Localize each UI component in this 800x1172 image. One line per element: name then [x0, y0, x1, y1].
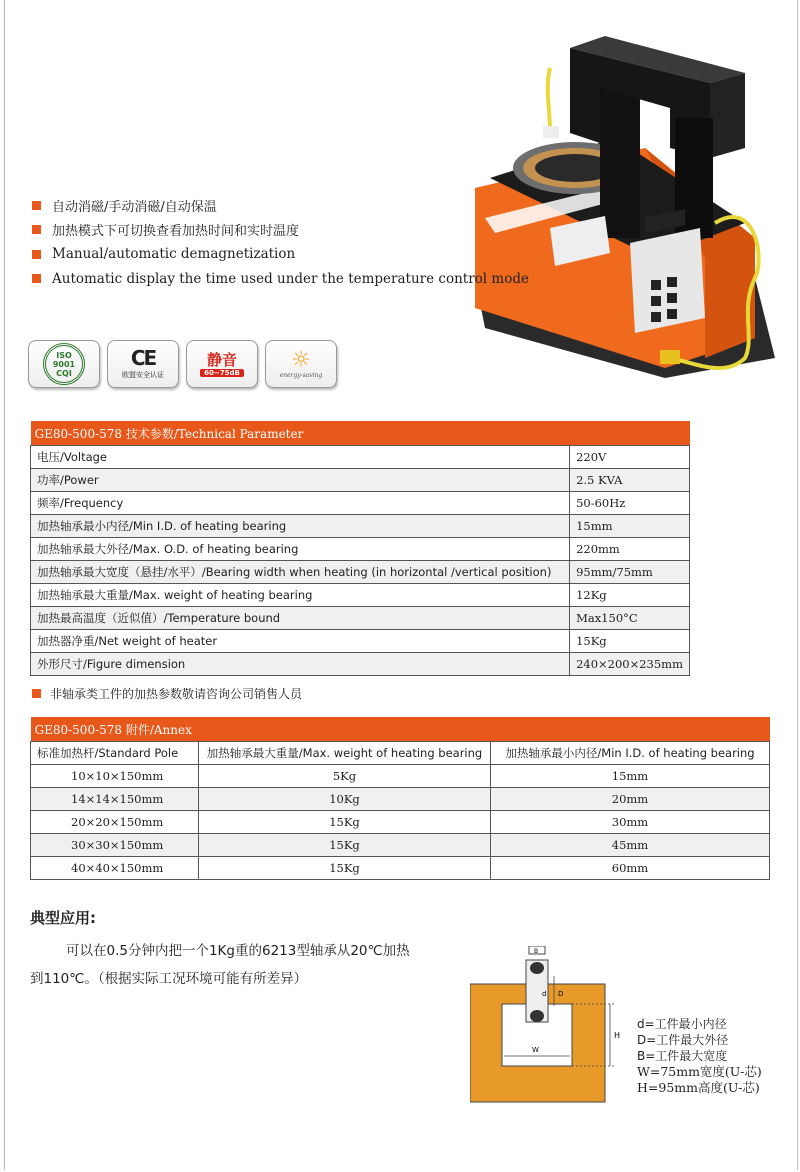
table-row [31, 834, 770, 857]
annex-table [30, 717, 770, 880]
table-row [31, 515, 690, 538]
bullet-square-icon [32, 250, 41, 259]
column-header: 加热轴承最小内径/Min I.D. of heating bearing [491, 742, 770, 765]
label-D: D [558, 990, 564, 998]
label-d: d [542, 990, 547, 998]
bullet-square-icon [32, 689, 41, 698]
feature-list [32, 193, 529, 291]
annex-cell: 14×14×150mm [31, 788, 199, 811]
sun-icon: ☼ [291, 347, 311, 373]
param-label: 加热轴承最大外径/Max. O.D. of heating bearing [31, 538, 570, 561]
annex-cell: 15Kg [199, 857, 491, 880]
table-row [31, 584, 690, 607]
column-header: 标准加热杆/Standard Pole [31, 742, 199, 765]
annex-cell: 5Kg [199, 765, 491, 788]
application-text: 可以在0.5分钟内把一个1Kg重的6213型轴承从20℃加热 到110℃。（根据实际工况环境可能有所差异） [30, 943, 410, 987]
application-title: 典型应用: [30, 909, 96, 927]
ce-badge: CE 欧盟安全认证 [107, 340, 179, 388]
annex-cell: 30×30×150mm [31, 834, 199, 857]
table-header: GE80-500-578 技术参数/Technical Parameter [31, 421, 690, 446]
bullet-square-icon [32, 225, 41, 234]
feature-item: 加热模式下可切换查看加热时间和实时温度 [32, 218, 529, 243]
param-value: 240×200×235mm [570, 653, 690, 676]
legend-item: H=95mm高度(U-芯) [637, 1080, 760, 1095]
quiet-mark-icon: 静音 [206, 351, 237, 369]
table-row [31, 538, 690, 561]
label-W: W [532, 1046, 539, 1054]
iso-9001-icon: ISO 9001 CQI [43, 343, 85, 385]
feature-item: 自动消磁/手动消磁/自动保温 [32, 193, 529, 218]
label-B: B [534, 948, 539, 955]
annex-cell: 10×10×150mm [31, 765, 199, 788]
table-row [31, 653, 690, 676]
column-header: 加热轴承最大重量/Max. weight of heating bearing [199, 742, 491, 765]
technical-parameter-table [30, 421, 690, 676]
annex-cell: 15Kg [199, 811, 491, 834]
param-value: 15Kg [570, 630, 690, 653]
param-value: Max150°C [570, 607, 690, 630]
label-H: H [614, 1031, 621, 1040]
table-row [31, 765, 770, 788]
annex-cell: 45mm [491, 834, 770, 857]
table-row [31, 857, 770, 880]
annex-cell: 30mm [491, 811, 770, 834]
feature-item: Automatic display the time used under the temperature control mode [32, 267, 529, 292]
annex-cell: 15mm [491, 765, 770, 788]
feature-item: Manual/automatic demagnetization [32, 242, 529, 267]
table-row [31, 811, 770, 834]
param-value: 2.5 KVA [570, 469, 690, 492]
consult-note: 非轴承类工件的加热参数敬请咨询公司销售人员 [32, 685, 302, 702]
annex-cell: 60mm [491, 857, 770, 880]
legend-item: B=工件最大宽度 [637, 1049, 728, 1063]
param-value: 12Kg [570, 584, 690, 607]
param-label: 加热轴承最小内径/Min I.D. of heating bearing [31, 515, 570, 538]
annex-cell: 10Kg [199, 788, 491, 811]
param-value: 220V [570, 446, 690, 469]
annex-cell: 20×20×150mm [31, 811, 199, 834]
ce-mark-icon: CE [130, 346, 156, 370]
param-label: 加热最高温度（近似值）/Temperature bound [31, 607, 570, 630]
bullet-square-icon [32, 274, 41, 283]
legend-item: d=工件最小内径 [637, 1017, 727, 1031]
table-row [31, 492, 690, 515]
param-value: 15mm [570, 515, 690, 538]
annex-cell: 40×40×150mm [31, 857, 199, 880]
param-label: 功率/Power [31, 469, 570, 492]
table-header: GE80-500-578 附件/Annex [31, 717, 770, 742]
table-row [31, 446, 690, 469]
table-row [31, 561, 690, 584]
param-value: 220mm [570, 538, 690, 561]
bullet-square-icon [32, 201, 41, 210]
param-label: 频率/Frequency [31, 492, 570, 515]
param-label: 加热轴承最大重量/Max. weight of heating bearing [31, 584, 570, 607]
annex-cell: 15Kg [199, 834, 491, 857]
diagram-legend [637, 1016, 762, 1096]
param-label: 外形尺寸/Figure dimension [31, 653, 570, 676]
quiet-badge: 静音 60~75dB [186, 340, 258, 388]
certification-badges [28, 340, 337, 388]
energy-badge: ☼ energy-saving [265, 340, 337, 388]
iso-badge [28, 340, 100, 388]
legend-item: D=工件最大外径 [637, 1033, 729, 1047]
annex-cell: 20mm [491, 788, 770, 811]
param-label: 加热器净重/Net weight of heater [31, 630, 570, 653]
table-row [31, 607, 690, 630]
param-value: 95mm/75mm [570, 561, 690, 584]
param-label: 电压/Voltage [31, 446, 570, 469]
legend-item: W=75mm宽度(U-芯) [637, 1064, 762, 1079]
param-value: 50-60Hz [570, 492, 690, 515]
table-row [31, 788, 770, 811]
table-row [31, 630, 690, 653]
table-row [31, 469, 690, 492]
param-label: 加热轴承最大宽度（悬挂/水平）/Bearing width when heating (in horizontal /vertical position) [31, 561, 570, 584]
